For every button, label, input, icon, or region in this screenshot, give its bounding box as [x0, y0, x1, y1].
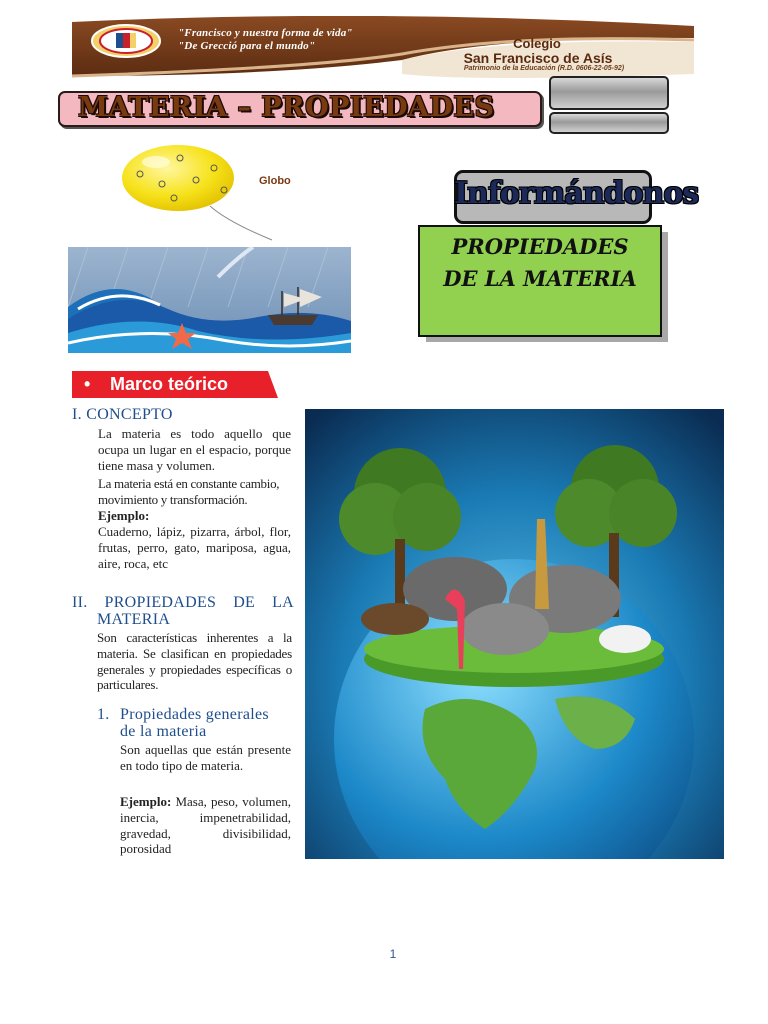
informandonos-title: Informándonos [454, 176, 699, 211]
generales-example [120, 794, 291, 857]
propiedades-heading [72, 594, 294, 628]
sea-waves-illustration [68, 247, 351, 353]
generales-example-text: Masa, peso, volumen, inercia, impenetrabilidad, gravedad, divisibilidad, porosidad [120, 794, 291, 857]
generales-number: 1. [97, 706, 110, 723]
name-field-box [549, 76, 669, 110]
school-motto [178, 27, 353, 53]
concepto-example-label: Ejemplo: [98, 508, 150, 523]
section-header-label: Marco teórico [110, 374, 229, 394]
concepto-paragraph-2: La materia está en constante cambio, movimiento y transformación. [98, 476, 280, 507]
school-heritage-note: Patrimonio de la Educación (R.D. 0606-22-05-92) [463, 65, 625, 72]
page-title: MATERIA – PROPIEDADES [78, 92, 495, 123]
school-name-line-2: San Francisco de Asís [463, 50, 613, 66]
earth-animals-illustration [305, 409, 724, 859]
generales-text: Son aquellas que están presente en todo tipo de materia. [120, 742, 291, 773]
generales-heading-line-1: Propiedades generales [120, 706, 269, 723]
generales-heading [120, 706, 290, 740]
motto-line-2: "De Grecció para el mundo" [178, 40, 316, 52]
concepto-example-text: Cuaderno, lápiz, pizarra, árbol, flor, frutas, perro, gato, mariposa, agua, aire, roca, etc [98, 524, 291, 571]
date-field-box [549, 112, 669, 134]
balloon-label: Globo [259, 175, 291, 187]
motto-line-1: "Francisco y nuestra forma de vida" [178, 27, 353, 39]
propiedades-text: Son características inherentes a la materia. Se clasifican en propiedades generales y propiedades específicas o particulares. [97, 630, 292, 693]
concepto-paragraph-1: La materia es todo aquello que ocupa un lugar en el espacio, porque tiene masa y volumen. [98, 426, 291, 473]
concepto-heading: I. CONCEPTO [72, 406, 173, 423]
topic-line-1: PROPIEDADES [451, 234, 629, 259]
topic-line-2: DE LA MATERIA [443, 266, 637, 291]
generales-example-label: Ejemplo: [120, 794, 172, 809]
generales-heading-line-2: de la materia [120, 723, 207, 740]
page-number: 1 [389, 947, 397, 961]
balloon-illustration [118, 140, 288, 244]
propiedades-heading-line-1: II. PROPIEDADES DE LA [72, 594, 294, 611]
section-header-bullet: • [84, 374, 91, 394]
propiedades-heading-line-2: MATERIA [97, 611, 171, 628]
school-crest-logo [90, 24, 162, 58]
school-name-line-1: Colegio [513, 36, 561, 51]
topic-box-text [418, 231, 662, 295]
